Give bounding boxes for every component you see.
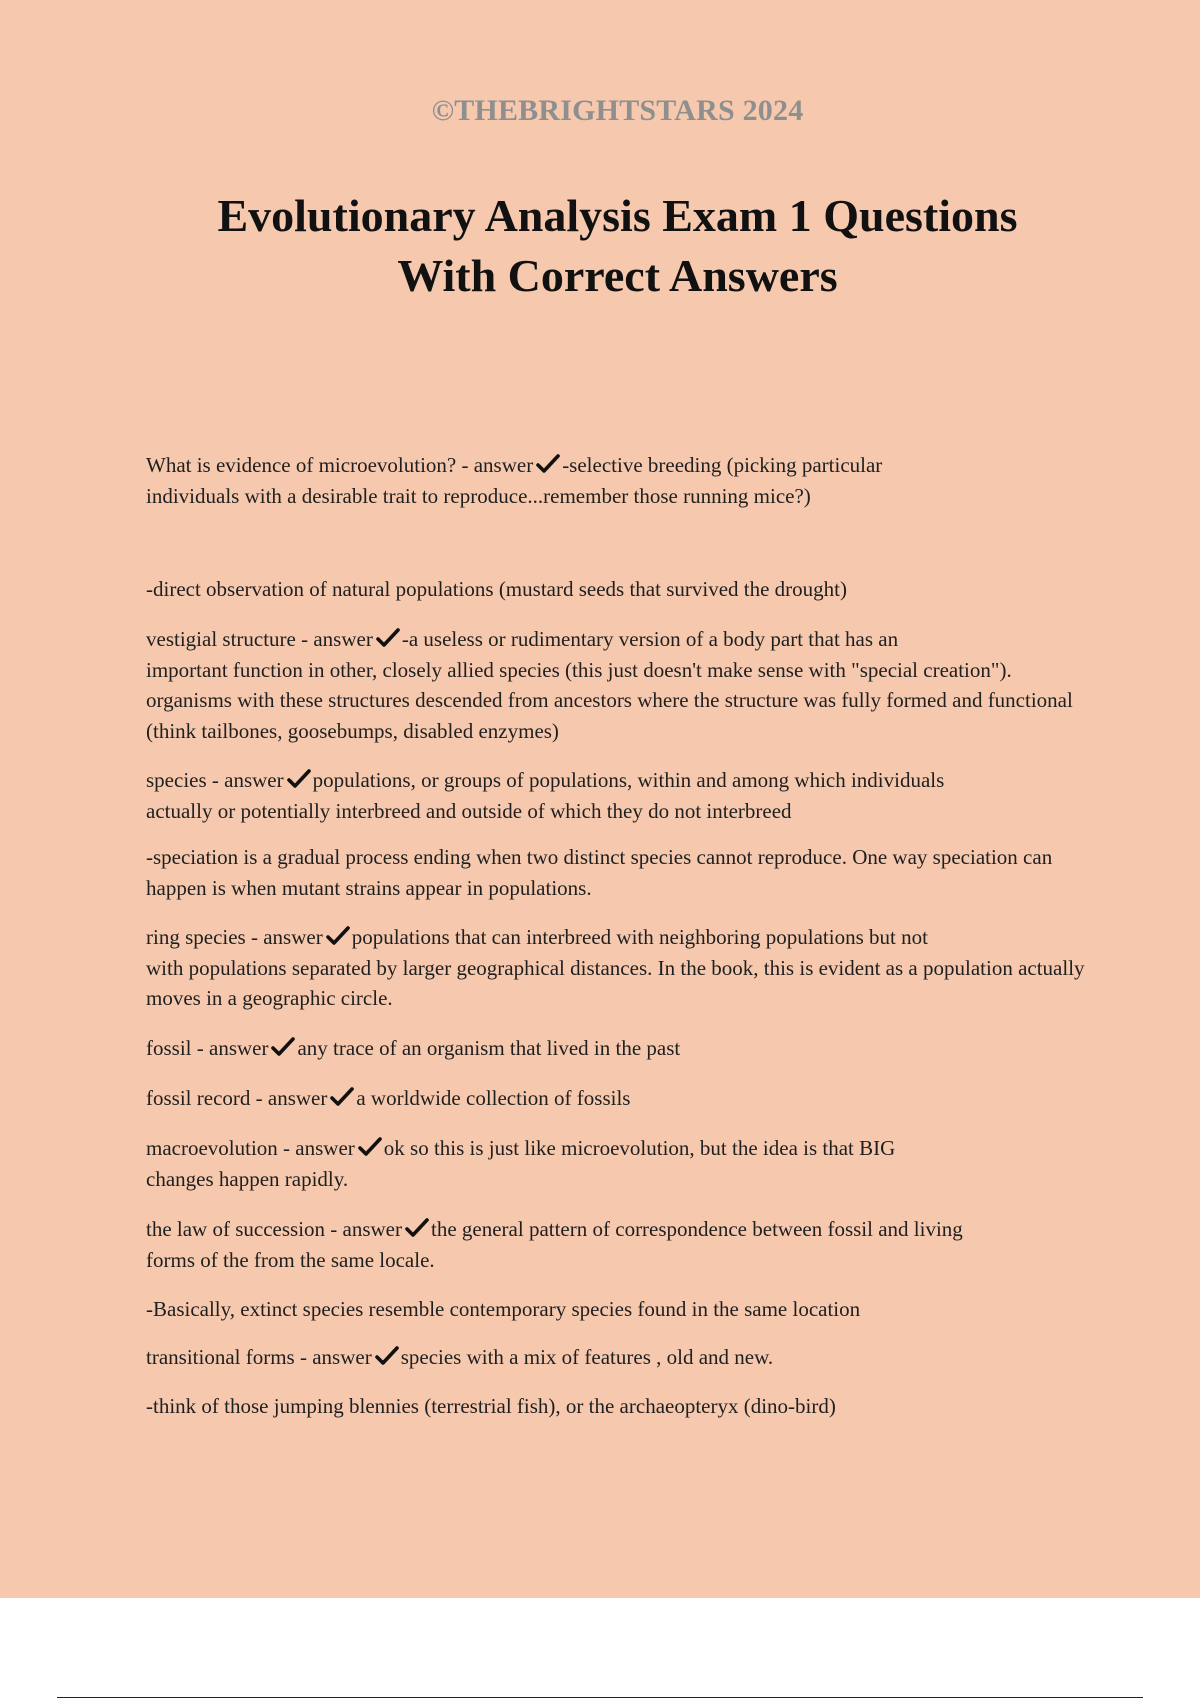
qa-answer: a worldwide collection of fossils <box>356 1086 631 1110</box>
qa-term: ring species - answer <box>146 925 323 949</box>
note-text: -direct observation of natural populations (mustard seeds that survived the drought) <box>146 577 847 601</box>
qa-text <box>146 922 1092 1014</box>
qa-entry <box>146 624 1092 746</box>
qa-note <box>146 574 1092 605</box>
qa-term: macroevolution - answer <box>146 1136 355 1160</box>
qa-entry <box>146 1214 1092 1275</box>
qa-note <box>146 842 1092 903</box>
qa-answer: ok so this is just like microevolution, but the idea is that BIG <box>383 1136 896 1160</box>
qa-entry <box>146 450 1092 511</box>
qa-text <box>146 765 1092 826</box>
qa-text <box>146 1133 1092 1194</box>
qa-answer-continued: actually or potentially interbreed and outside of which they do not interbreed <box>146 798 792 823</box>
qa-answer: populations that can interbreed with neighboring populations but not <box>351 925 928 949</box>
qa-text <box>146 1083 1092 1114</box>
qa-text <box>146 624 1092 746</box>
qa-answer-continued: important function in other, closely allied species (this just doesn't make sense with "special creation"). organisms with these structures descended from ancestors where the structure was fully formed and functional (think tailbones, goosebumps, disabled enzymes) <box>146 657 1073 743</box>
qa-term: fossil - answer <box>146 1036 269 1060</box>
qa-text <box>146 450 1092 511</box>
qa-note <box>146 1294 1092 1325</box>
qa-text <box>146 1033 1092 1064</box>
title-line-2: With Correct Answers <box>397 250 838 301</box>
qa-term: What is evidence of microevolution? - answer <box>146 453 534 477</box>
qa-entry <box>146 765 1092 826</box>
title-line-1: Evolutionary Analysis Exam 1 Questions <box>217 190 1018 241</box>
qa-answer-continued: individuals with a desirable trait to reproduce...remember those running mice?) <box>146 483 811 508</box>
qa-term: the law of succession - answer <box>146 1217 402 1241</box>
qa-entry <box>146 922 1092 1014</box>
check-mark-icon <box>376 628 400 648</box>
check-mark-icon <box>536 454 560 474</box>
check-mark-icon <box>330 1087 354 1107</box>
watermark: ©THEBRIGHTSTARS 2024 <box>431 94 804 127</box>
note-text: -think of those jumping blennies (terrestrial fish), or the archaeopteryx (dino-bird) <box>146 1394 836 1418</box>
qa-term: species - answer <box>146 768 284 792</box>
qa-answer-continued: changes happen rapidly. <box>146 1166 349 1191</box>
qa-answer: any trace of an organism that lived in the past <box>297 1036 681 1060</box>
qa-text <box>146 1342 1092 1373</box>
check-mark-icon <box>405 1218 429 1238</box>
qa-term: fossil record - answer <box>146 1086 328 1110</box>
qa-answer: -a useless or rudimentary version of a body part that has an <box>401 627 899 651</box>
qa-answer: species with a mix of features , old and new. <box>400 1345 774 1369</box>
qa-text <box>146 1214 1092 1275</box>
footer-divider <box>57 1697 1143 1698</box>
check-mark-icon <box>358 1137 382 1157</box>
check-mark-icon <box>375 1346 399 1366</box>
qa-term: vestigial structure - answer <box>146 627 373 651</box>
qa-note <box>146 1391 1092 1422</box>
qa-entry <box>146 1083 1092 1114</box>
qa-entry <box>146 1342 1092 1373</box>
qa-answer: populations, or groups of populations, within and among which individuals <box>312 768 945 792</box>
qa-entry <box>146 1033 1092 1064</box>
check-mark-icon <box>287 769 311 789</box>
qa-answer: -selective breeding (picking particular <box>562 453 883 477</box>
note-text: -speciation is a gradual process ending when two distinct species cannot reproduce. One way speciation can happen is when mutant strains appear in populations. <box>146 845 1053 900</box>
qa-answer: the general pattern of correspondence between fossil and living <box>431 1217 963 1241</box>
note-text: -Basically, extinct species resemble contemporary species found in the same location <box>146 1297 861 1321</box>
qa-entry <box>146 1133 1092 1194</box>
check-mark-icon <box>271 1037 295 1057</box>
qa-term: transitional forms - answer <box>146 1345 372 1369</box>
qa-answer-continued: forms of the from the same locale. <box>146 1247 435 1272</box>
qa-answer-continued: with populations separated by larger geographical distances. In the book, this is evident as a population actually moves in a geographic circle. <box>146 955 1085 1010</box>
check-mark-icon <box>326 926 350 946</box>
document-title <box>0 186 1200 306</box>
